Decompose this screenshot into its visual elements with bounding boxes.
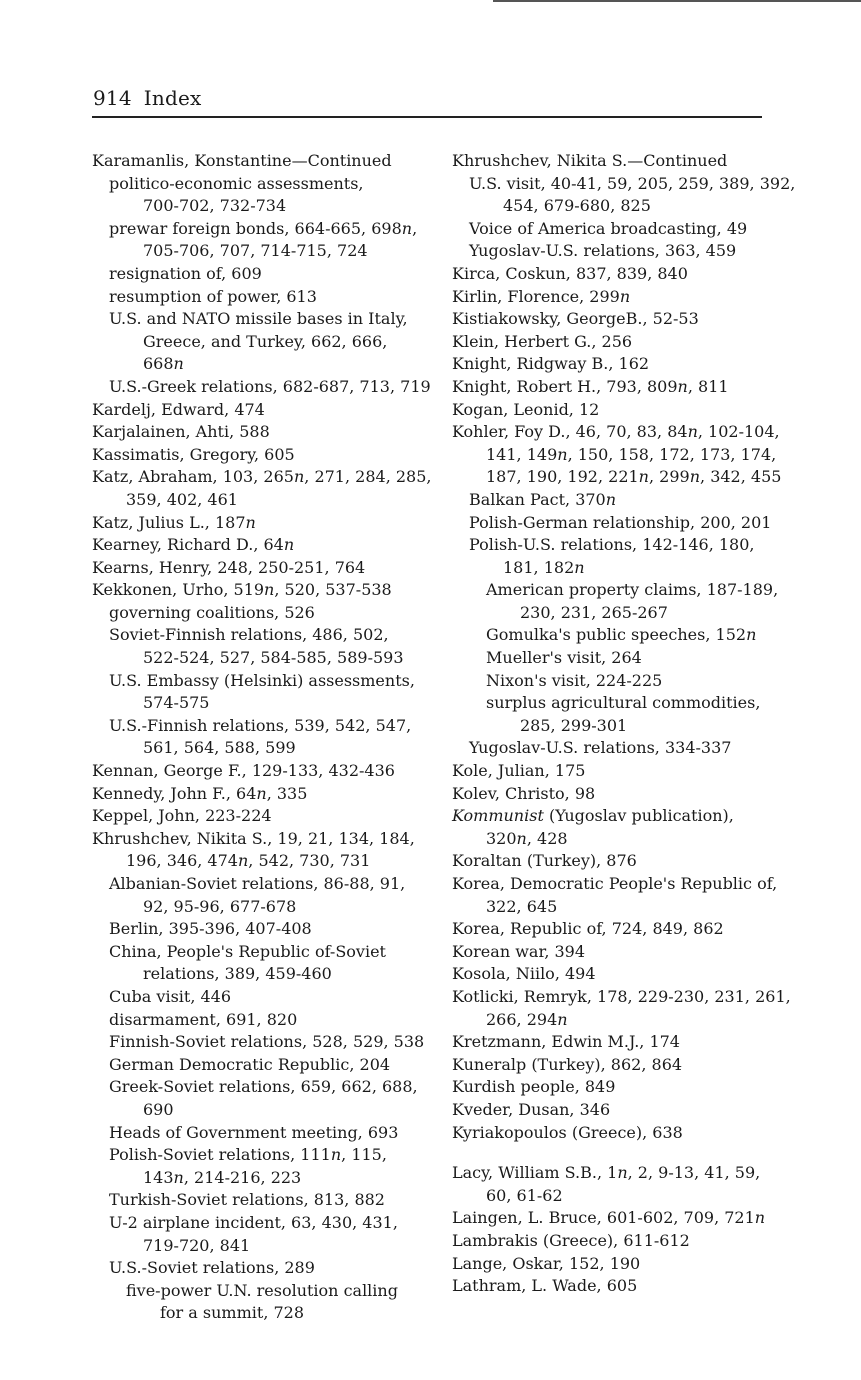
index-entry: surplus agricultural commodities,	[486, 693, 761, 713]
index-entry: Greek-Soviet relations, 659, 662, 688,	[109, 1077, 418, 1097]
index-entry: Kirca, Coskun, 837, 839, 840	[452, 263, 688, 283]
index-entry: Karjalainen, Ahti, 588	[92, 422, 270, 442]
index-column-left	[92, 150, 432, 1325]
index-column-right	[452, 150, 796, 1298]
index-entry: 60, 61-62	[486, 1185, 563, 1205]
index-entry: Balkan Pact, 370n	[469, 489, 617, 509]
index-entry: Kennedy, John F., 64n, 335	[92, 783, 308, 803]
index-entry: Berlin, 395-396, 407-408	[109, 919, 312, 939]
index-entry: 522-524, 527, 584-585, 589-593	[143, 648, 404, 668]
index-entry: 454, 679-680, 825	[503, 196, 651, 216]
index-entry: Kirlin, Florence, 299n	[452, 286, 631, 306]
index-entry: Knight, Robert H., 793, 809n, 811	[452, 376, 729, 396]
index-entry: 561, 564, 588, 599	[143, 738, 296, 758]
index-entry: 285, 299-301	[520, 715, 628, 735]
index-entry: resumption of power, 613	[109, 286, 317, 306]
index-entry: 181, 182n	[503, 557, 585, 577]
index-entry: Kolev, Christo, 98	[452, 783, 596, 803]
index-entry: China, People's Republic of-Soviet	[109, 941, 386, 961]
index-entry: 668n	[143, 354, 184, 374]
index-entry: Kassimatis, Gregory, 605	[92, 444, 295, 464]
index-entry: Koraltan (Turkey), 876	[452, 851, 637, 871]
header-rule	[92, 116, 762, 118]
index-entry: Keppel, John, 223-224	[92, 806, 272, 826]
index-entry: German Democratic Republic, 204	[109, 1054, 391, 1074]
index-entry: Polish-U.S. relations, 142-146, 180,	[469, 535, 755, 555]
index-entry: Albanian-Soviet relations, 86-88, 91,	[109, 874, 406, 893]
index-entry: Lacy, William S.B., 1n, 2, 9-13, 41, 59,	[452, 1163, 761, 1183]
index-entry: disarmament, 691, 820	[109, 1009, 298, 1029]
index-entry: Korea, Republic of, 724, 849, 862	[452, 919, 724, 939]
index-entry: Kogan, Leonid, 12	[452, 399, 600, 419]
index-entry: 230, 231, 265-267	[520, 602, 668, 622]
index-entry: Knight, Ridgway B., 162	[452, 354, 650, 374]
index-entry: 141, 149n, 150, 158, 172, 173, 174,	[486, 444, 777, 464]
index-entry: U.S.-Finnish relations, 539, 542, 547,	[109, 715, 412, 735]
page-number: 914	[93, 86, 132, 110]
index-entry: Kearney, Richard D., 64n	[92, 535, 295, 555]
index-entry: Khrushchev, Nikita S.—Continued	[452, 151, 728, 170]
index-entry: Kohler, Foy D., 46, 70, 83, 84n, 102-104,	[452, 422, 780, 442]
index-entry: relations, 389, 459-460	[143, 964, 332, 984]
index-entry: U.S.-Greek relations, 682-687, 713, 719	[109, 376, 431, 396]
index-entry: 143n, 214-216, 223	[143, 1167, 302, 1187]
index-entry: U.S.-Soviet relations, 289	[109, 1258, 315, 1278]
index-entry: Katz, Julius L., 187n	[92, 512, 256, 532]
index-entry: Khrushchev, Nikita S., 19, 21, 134, 184,	[92, 828, 415, 848]
index-entry: Polish-German relationship, 200, 201	[469, 512, 772, 532]
index-entry: Lambrakis (Greece), 611-612	[452, 1230, 690, 1250]
index-entry: 322, 645	[486, 896, 558, 916]
index-entry: Mueller's visit, 264	[486, 648, 642, 668]
index-entry: 320n, 428	[486, 828, 568, 848]
index-entry: resignation of, 609	[109, 263, 262, 283]
index-entry: Yugoslav-U.S. relations, 334-337	[469, 738, 732, 758]
index-entry: Kardelj, Edward, 474	[92, 399, 265, 419]
index-entry: 92, 95-96, 677-678	[143, 896, 297, 916]
index-entry: Kosola, Niilo, 494	[452, 964, 596, 984]
index-entry: Soviet-Finnish relations, 486, 502,	[109, 625, 389, 645]
index-entry: politico-economic assessments,	[109, 173, 364, 193]
index-entry: Kommunist (Yugoslav publication),	[452, 806, 734, 826]
index-entry: Voice of America broadcasting, 49	[469, 218, 748, 238]
index-entry: Kearns, Henry, 248, 250-251, 764	[92, 557, 366, 577]
index-entry: Gomulka's public speeches, 152n	[486, 625, 757, 645]
index-entry: Kennan, George F., 129-133, 432-436	[92, 761, 395, 781]
index-entry: Kistiakowsky, GeorgeB., 52-53	[452, 309, 699, 329]
index-entry: Kotlicki, Remryk, 178, 229-230, 231, 261,	[452, 986, 791, 1006]
index-entry: Lange, Oskar, 152, 190	[452, 1253, 641, 1273]
index-entry: Kekkonen, Urho, 519n, 520, 537-538	[92, 580, 392, 600]
index-entry: Greece, and Turkey, 662, 666,	[143, 331, 388, 351]
index-entry: for a summit, 728	[160, 1303, 305, 1323]
index-entry: 359, 402, 461	[126, 489, 238, 509]
index-entry: American property claims, 187-189,	[486, 580, 779, 600]
index-entry: Finnish-Soviet relations, 528, 529, 538	[109, 1032, 425, 1052]
index-entry: U.S. visit, 40-41, 59, 205, 259, 389, 392,	[469, 173, 796, 193]
index-entry: Karamanlis, Konstantine—Continued	[92, 151, 392, 170]
index-entry: 690	[143, 1099, 174, 1119]
index-entry: Turkish-Soviet relations, 813, 882	[109, 1190, 385, 1210]
index-entry: Polish-Soviet relations, 111n, 115,	[109, 1145, 387, 1165]
index-entry: 187, 190, 192, 221n, 299n, 342, 455	[486, 467, 782, 487]
index-entry: U-2 airplane incident, 63, 430, 431,	[109, 1212, 398, 1232]
index-entry: 705-706, 707, 714-715, 724	[143, 241, 368, 261]
index-entry: governing coalitions, 526	[109, 602, 315, 622]
index-entry: Cuba visit, 446	[109, 986, 232, 1006]
index-entry: Klein, Herbert G., 256	[452, 331, 633, 351]
index-entry: Korean war, 394	[452, 941, 586, 961]
index-entry: Kuneralp (Turkey), 862, 864	[452, 1054, 683, 1074]
index-entry: 700-702, 732-734	[143, 196, 287, 216]
index-entry: 266, 294n	[486, 1009, 568, 1029]
page-title: Index	[143, 86, 202, 110]
index-entry: Yugoslav-U.S. relations, 363, 459	[469, 241, 737, 261]
index-entry: Kyriakopoulos (Greece), 638	[452, 1122, 683, 1142]
index-entry: 574-575	[143, 693, 210, 713]
index-entry: Katz, Abraham, 103, 265n, 271, 284, 285,	[92, 467, 432, 487]
page-header	[93, 86, 201, 110]
index-entry: Kretzmann, Edwin M.J., 174	[452, 1032, 680, 1052]
index-entry: 719-720, 841	[143, 1235, 251, 1255]
index-entry: Laingen, L. Bruce, 601-602, 709, 721n	[452, 1208, 766, 1228]
top-edge-rule	[493, 0, 861, 2]
index-entry: prewar foreign bonds, 664-665, 698n,	[109, 218, 418, 238]
index-entry: U.S. and NATO missile bases in Italy,	[109, 309, 408, 329]
index-entry: U.S. Embassy (Helsinki) assessments,	[109, 670, 415, 690]
index-entry: 196, 346, 474n, 542, 730, 731	[126, 851, 371, 871]
index-entry: Lathram, L. Wade, 605	[452, 1276, 638, 1296]
index-entry: Kole, Julian, 175	[452, 761, 586, 781]
index-entry: five-power U.N. resolution calling	[126, 1280, 398, 1300]
index-entry: Nixon's visit, 224-225	[486, 670, 663, 690]
index-entry: Korea, Democratic People's Republic of,	[452, 874, 778, 893]
index-entry: Heads of Government meeting, 693	[109, 1122, 399, 1142]
index-entry: Kveder, Dusan, 346	[452, 1099, 611, 1119]
index-entry: Kurdish people, 849	[452, 1077, 616, 1097]
